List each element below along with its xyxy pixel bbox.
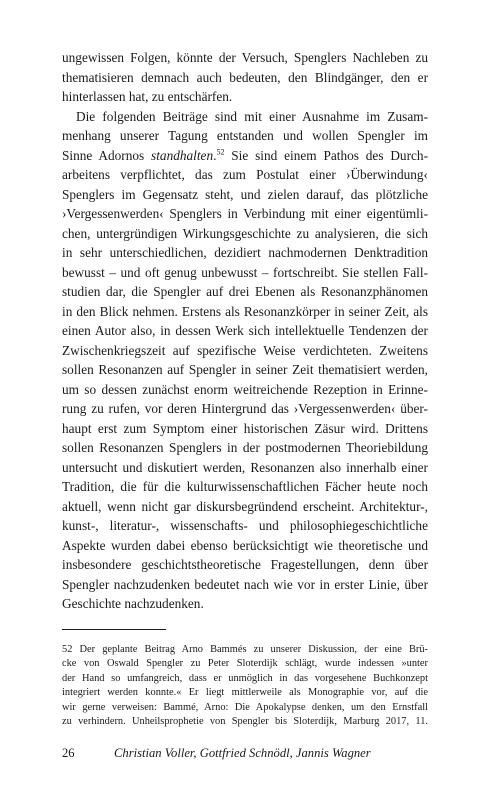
footnote-line: zu verhindern. Unheilsprophetie von Spengler bis Sloterdijk, Marburg 2017, 11. (62, 716, 428, 728)
text-line: ungewissen Folgen, könnte der Versuch, Spenglers Nachleben zu (62, 50, 428, 65)
footnote-divider (62, 629, 166, 630)
text-line: ›Vergessenwerden‹ Spenglers in Verbindung mit einer eigentümli- (62, 206, 428, 221)
text-line: Geschichte nachzudenken. (62, 596, 204, 611)
running-head-authors: Christian Voller, Gottfried Schnödl, Jannis Wagner (114, 746, 371, 760)
text-line: arbeitens verpflichtet, das zum Postulat einer ›Überwindung‹ (62, 167, 428, 182)
footnote-line: wir gerne verweisen: Bammé, Arno: Die Apokalypse denken, um den Ernstfall (62, 701, 428, 713)
text-fragment: Sie sind einem Pathos des Durch- (224, 147, 428, 163)
text-line: studien dar, die Spengler auf drei Ebenen als Resonanzphänomen (62, 284, 428, 299)
text-line: thematisieren demnach auch bedeuten, den Blindgänger, den er (62, 69, 428, 85)
page-number: 26 (62, 746, 75, 760)
text-line: haupt erst zum Symptom einer historischen Zäsur wird. Drittens (62, 420, 428, 436)
text-line: sollen Resonanzen Spenglers in der postmodernen Theoriebildung (62, 440, 428, 455)
text-line: insbesondere geschichtstheoretische Fragestellungen, denn über (62, 557, 428, 572)
footnote-reference[interactable]: 52 (216, 147, 225, 157)
text-line: bewusst – und oft genug unbewusst – fortschreibt. Sie stellen Fall- (62, 264, 428, 280)
text-line: Zwischenkriegszeit auf spezifische Weise verdichteten. Zweitens (62, 342, 428, 358)
text-line: Die folgenden Beiträge sind mit einer Ausnahme im Zusam- (76, 108, 428, 124)
text-line: in sehr unterschiedlichen, dezidiert nachmodernen Denktradition (62, 245, 428, 260)
text-line: in den Blick nehmen. Erstens als Resonanzkörper in seiner Zeit, als (62, 303, 428, 319)
text-line: aktuell, wenn nicht gar diskursbegründend erscheint. Architektur-, (62, 498, 428, 514)
footnote-line: 52 Der geplante Beitrag Arno Bammés zu unserer Diskussion, der eine Brü- (62, 644, 428, 655)
text-line: Spenglers im Gegensatz steht, und zielen darauf, das plötzliche (62, 186, 428, 202)
main-text (62, 48, 428, 614)
text-line: Aspekte wurden dabei ebenso berücksichtigt wie theoretische und (62, 537, 428, 553)
text-line: Tradition, die für die kulturwissenschaftlichen Fächer heute noch (62, 479, 428, 494)
emphasis-standhalten: standhalten (151, 147, 214, 163)
text-line: Spengler nachzudenken bedeutet nach wie vor in erster Linie, über (62, 576, 428, 592)
footnote (62, 643, 428, 729)
text-line: menhang unserer Tagung entstanden und wollen Spengler im (62, 128, 428, 143)
text-line: hinterlassen hat, zu entschärfen. (62, 89, 233, 104)
text-line: einen Autor also, in dessen Werk sich intellektuelle Tendenzen der (62, 323, 428, 338)
text-line: kunst-, literatur-, wissenschafts- und philosophiegeschichtliche (62, 518, 428, 533)
footnote-line: cke von Oswald Spengler zu Peter Sloterdijk schlägt, wurde indessen »unter (62, 658, 428, 670)
text-fragment: Sinne Adornos (62, 147, 145, 163)
page-footer (62, 745, 428, 761)
text-line: untersucht und diskutiert werden, Resonanzen also innerhalb einer (62, 459, 428, 475)
footnote-line: der Hand so umfangreich, dass er unmöglich in das vorgesehene Buchkonzept (62, 672, 428, 684)
text-fragment: . (213, 147, 217, 163)
text-line: rung zu rufen, vor deren Hintergrund das ›Vergessenwerden‹ über- (62, 401, 428, 416)
text-line: sollen Resonanzen auf Spengler in seiner Zeit thematisiert werden, (62, 362, 428, 377)
text-line: chen, untergründigen Wirkungsgeschichte zu analysieren, die sich (62, 225, 428, 241)
text-line (62, 146, 428, 166)
footnote-line: integriert werden konnte.« Er liegt mittlerweile als Monographie vor, auf die (62, 687, 428, 699)
text-line: um so dessen zunächst enorm weitreichende Rezeption in Erinne- (62, 381, 428, 397)
